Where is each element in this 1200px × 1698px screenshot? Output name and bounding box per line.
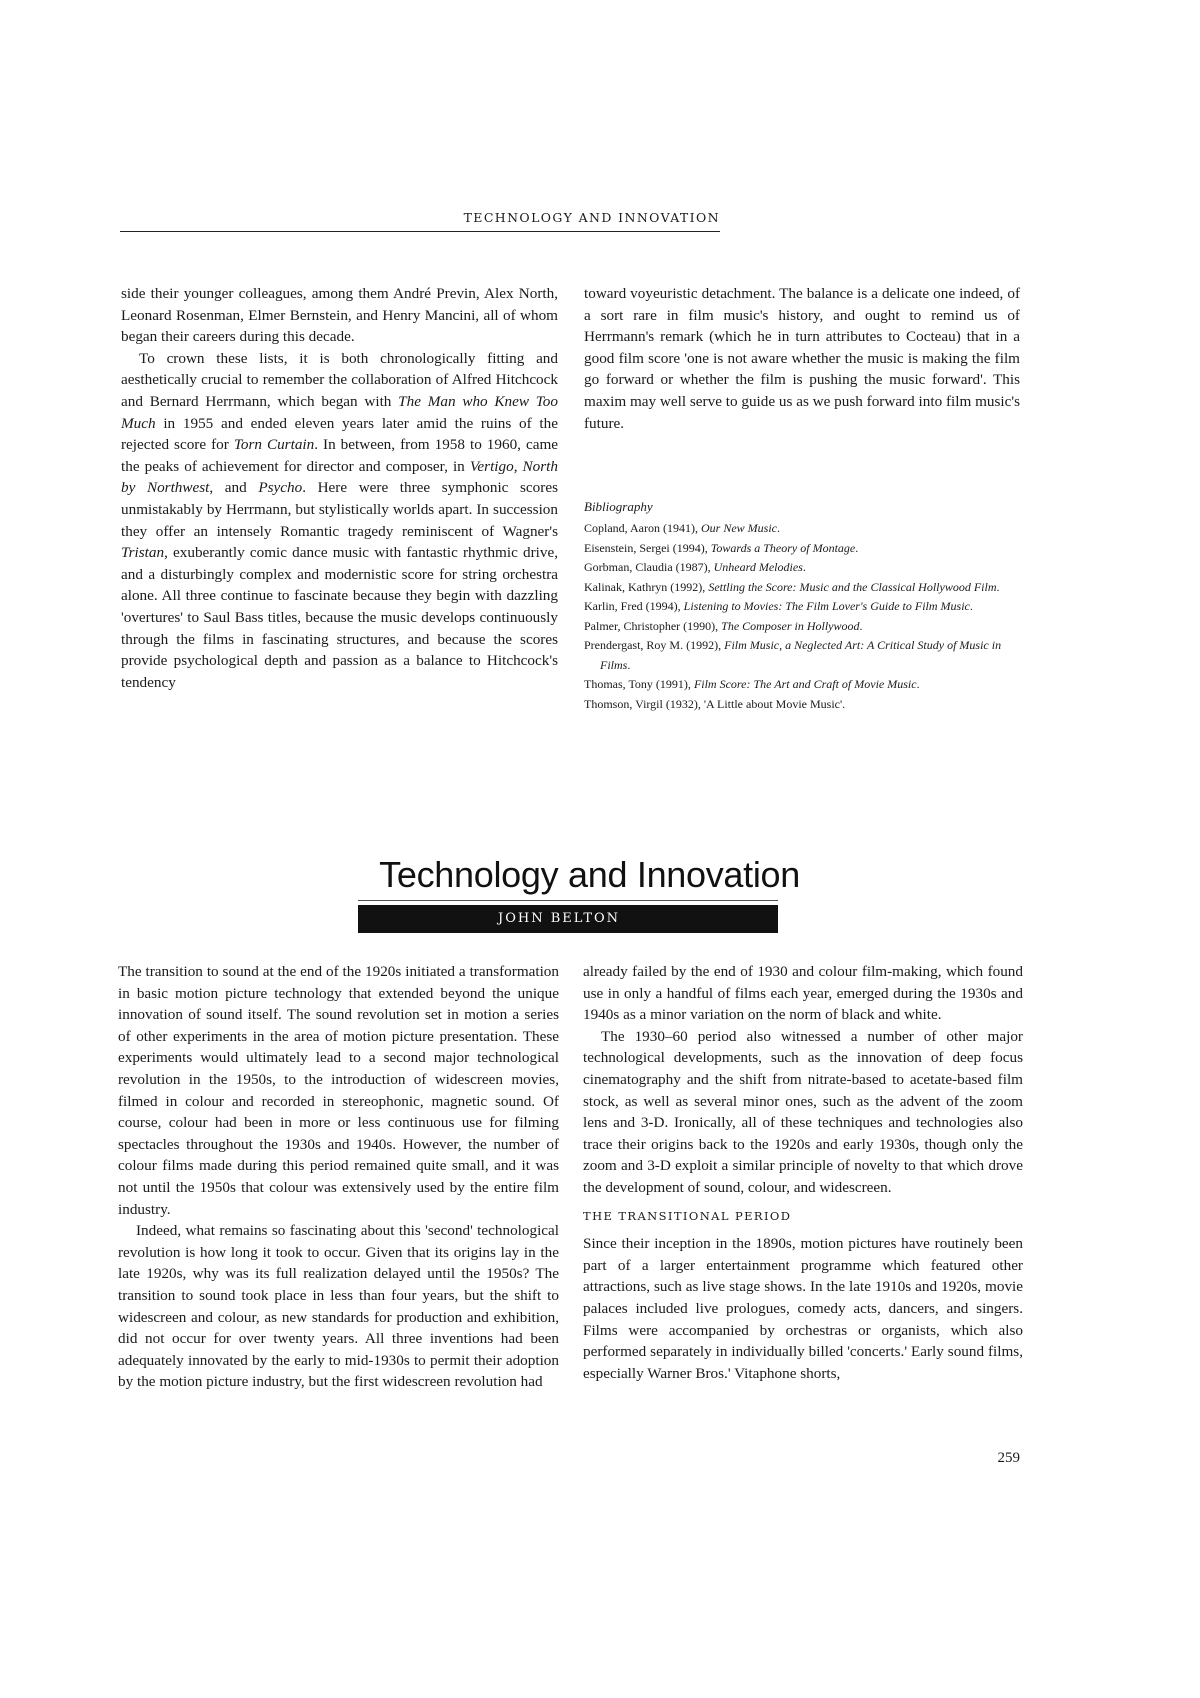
bibliography-entry: Kalinak, Kathryn (1992), Settling the Score: Music and the Classical Hollywood Film. [584, 579, 1000, 594]
bibliography-heading: Bibliography [584, 499, 653, 514]
bibliography [584, 497, 1024, 714]
chapter-title: Technology and Innovation [379, 854, 800, 895]
paragraph: Indeed, what remains so fascinating about this 'second' technological revolution is how long it took to occur. Given that its origins lay in the late 1920s, why was its full realization delayed until the 1950s? The transition to sound took place in less than four years, but the shift to widescreen and colour, as new standards for production and exhibition, did not occur for over twenty years. All three inventions had been adequately innovated by the early to mid-1930s to permit their adoption by the motion picture industry, but the first widescreen revolution had [118, 1222, 559, 1391]
paragraph: toward voyeuristic detachment. The balance is a delicate one indeed, of a sort rare in film music's history, and ought to remind us of Herrmann's remark (which he in turn attributes to Cocteau) that in a good film score 'one is not aware whether the music is making the film go forward or whether the film is pushing the music forward'. This maxim may well serve to guide us as we push forward into film music's future. [584, 285, 1020, 432]
bottom-left-column [118, 961, 559, 1393]
paragraph: already failed by the end of 1930 and colour film-making, which found use in only a handful of films each year, emerged during the 1930s and 1940s as a minor variation on the norm of black and white. [583, 963, 1023, 1024]
bibliography-entry: Copland, Aaron (1941), Our New Music. [584, 521, 780, 535]
top-left-column [121, 283, 558, 693]
paragraph: Since their inception in the 1890s, motion pictures have routinely been part of a larger entertainment programme which featured other attractions, such as live stage shows. In the late 1910s and 1920s, movie palaces included live prologues, comedy acts, dancers, and singers. Films were accompanied by orchestras or organists, which also performed separately in individually billed 'concerts.' Early sound films, especially Warner Bros.' Vitaphone shorts, [583, 1235, 1023, 1382]
bibliography-entry: Prendergast, Roy M. (1992), Film Music, a Neglected Art: A Critical Study of Music in Films. [584, 638, 1002, 672]
author-bar: JOHN BELTON [358, 905, 778, 933]
bibliography-entry: Thomson, Virgil (1932), 'A Little about Movie Music'. [584, 696, 846, 711]
bibliography-entry: Eisenstein, Sergei (1994), Towards a Theory of Montage. [584, 540, 859, 555]
top-right-column [584, 283, 1020, 434]
bottom-right-column [583, 961, 1023, 1384]
title-rule [358, 900, 778, 901]
paragraph: To crown these lists, it is both chronologically fitting and aesthetically crucial to remember the collaboration of Alfred Hitchcock and Bernard Herrmann, which began with The Man who Knew Too Much in 1955 and ended eleven years later amid the ruins of the rejected score for Torn Curtain. In between, from 1958 to 1960, came the peaks of achievement for director and composer, in Vertigo, North by Northwest, and Psycho. Here were three symphonic scores unmistakably by Herrmann, but stylistically worlds apart. In succession they offer an intensely Romantic tragedy reminiscent of Wagner's Tristan, exuberantly comic dance music with fantastic rhythmic drive, and a disturbingly complex and modernistic score for string orchestra alone. All three continue to fascinate because they begin with dazzling 'overtures' to Saul Bass titles, because the music develops continuously through the films in fascinating structures, and because the scores provide psychological depth and passion as a balance to Hitchcock's tendency [121, 349, 558, 691]
bibliography-entry: Gorbman, Claudia (1987), Unheard Melodies. [584, 560, 806, 574]
paragraph: The transition to sound at the end of the 1920s initiated a transformation in basic motion picture technology that extended beyond the unique innovation of sound itself. The sound revolution set in motion a series of other experiments in the area of motion picture presentation. These experiments would ultimately lead to a second major technological revolution in the 1950s, to the introduction of widescreen movies, filmed in colour and recorded in stereophonic, magnetic sound. Of course, colour had been in more or less continuous use for filming spectacles throughout the 1930s and 1940s. However, the number of colour films made during this period remained quite small, and it was not until the 1950s that colour was extensively used by the entire film industry. [118, 963, 559, 1218]
paragraph: The 1930–60 period also witnessed a number of other major technological developments, such as the innovation of deep focus cinematography and the shift from nitrate-based to acetate-based film stock, as well as several minor ones, such as the advent of the zoom lens and 3-D. Ironically, all of these techniques and technologies also trace their origins back to the 1920s and early 1930s, though only the zoom and 3-D exploit a similar principle of novelty to that which drove the development of sound, colour, and widescreen. [583, 1027, 1023, 1196]
bibliography-entry: Karlin, Fred (1994), Listening to Movies: The Film Lover's Guide to Film Music. [584, 599, 973, 613]
bibliography-entry: Palmer, Christopher (1990), The Composer in Hollywood. [584, 618, 863, 633]
section-heading: THE TRANSITIONAL PERIOD [583, 1208, 792, 1223]
page-number: 259 [997, 1450, 1020, 1466]
paragraph: side their younger colleagues, among them André Previn, Alex North, Leonard Rosenman, Elmer Bernstein, and Henry Mancini, all of whom began their careers during this decade. [121, 285, 558, 346]
running-head: TECHNOLOGY AND INNOVATION [120, 210, 720, 232]
bibliography-entry: Thomas, Tony (1991), Film Score: The Art and Craft of Movie Music. [584, 677, 920, 691]
